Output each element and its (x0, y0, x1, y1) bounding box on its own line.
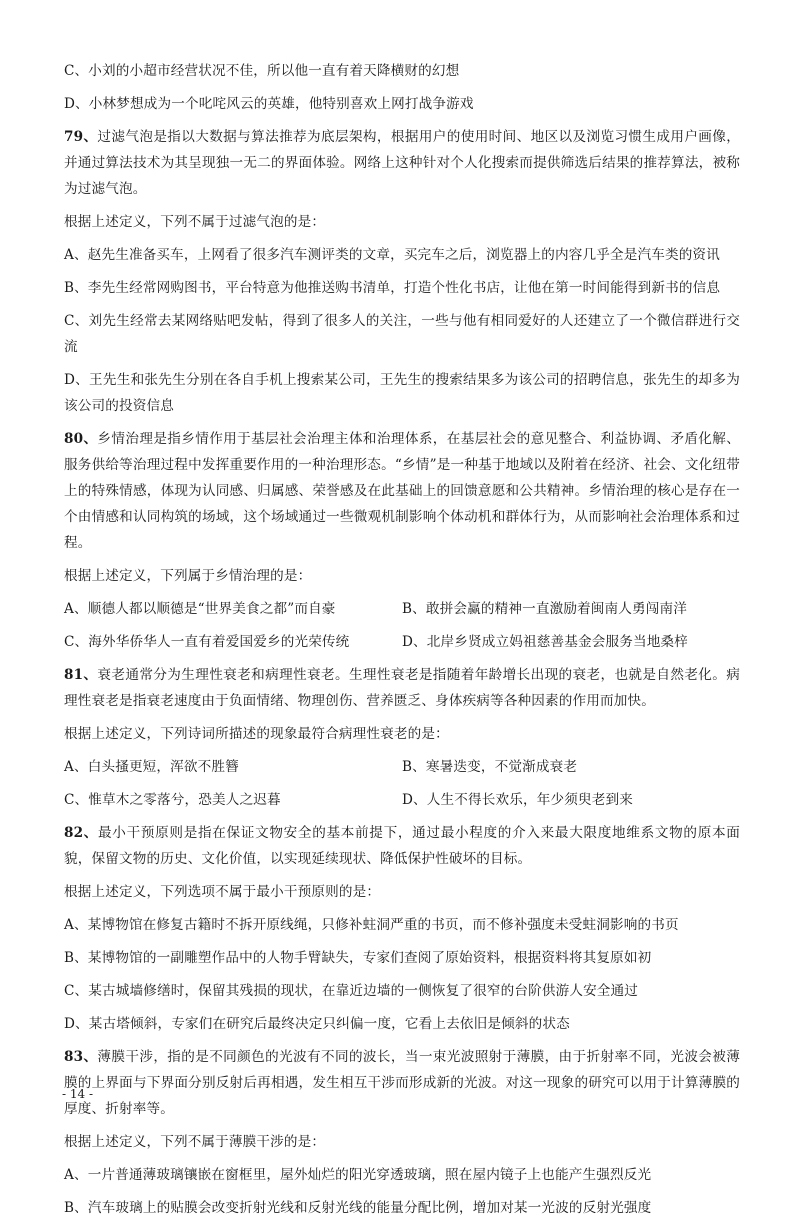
option-d: D、王先生和张先生分别在各自手机上搜索某公司，王先生的搜索结果多为该公司的招聘信息，张先生的却多为该公司的投资信息 (64, 372, 740, 414)
question-number: 79、 (64, 129, 98, 145)
option-c: C、小刘的小超市经营状况不佳，所以他一直有着天降横财的幻想 (64, 63, 460, 79)
question-83-definition: 83、薄膜干涉，指的是不同颜色的光波有不同的波长，当一束光波照射于薄膜，由于折射率不同，光波会被薄膜的上界面与下界面分别反射后再相遇，发生相互干涉而形成新的光波。对这一现象的研究可以用于计算薄膜的厚度、折射率等。 (64, 1049, 740, 1117)
option-a: A、某博物馆在修复古籍时不拆开原线绳，只修补蛀洞严重的书页，而不修补强度未受蛀洞影响的书页 (64, 917, 679, 933)
option-a: A、赵先生准备买车，上网看了很多汽车测评类的文章，买完车之后，浏览器上的内容几乎全是汽车类的资讯 (64, 247, 720, 263)
option-row (64, 754, 740, 780)
option-d: D、人生不得长欢乐，年少须臾老到来 (402, 792, 633, 808)
question-number: 82、 (64, 825, 99, 841)
option-b: B、某博物馆的一副雕塑作品中的人物手臂缺失，专家们查阅了原始资料，根据资料将其复原如初 (64, 950, 652, 966)
option-row (64, 629, 740, 655)
question-79-definition: 79、过滤气泡是指以大数据与算法推荐为底层架构，根据用户的使用时间、地区以及浏览习惯生成用户画像，并通过算法技术为其呈现独一无二的界面体验。网络上这种针对个人化搜索而提供筛选后结果的推荐算法，被称为过滤气泡。 (64, 129, 740, 197)
question-82-prompt: 根据上述定义，下列选项不属于最小干预原则的是： (64, 884, 381, 900)
option-row (64, 787, 740, 813)
question-81-definition: 81、衰老通常分为生理性衰老和病理性衰老。生理性衰老是指随着年龄增长出现的衰老，也就是自然老化。病理性衰老是指衰老速度由于负面情绪、物理创伤、营养匮乏、身体疾病等各种因素的作用而加快。 (64, 667, 740, 709)
option-c: C、刘先生经常去某网络贴吧发帖，得到了很多人的关注，一些与他有相同爱好的人还建立了一个微信群进行交流 (64, 313, 740, 355)
page-number: - 14 - (62, 1087, 94, 1101)
question-number: 80、 (64, 431, 98, 447)
option-b: B、敢拼会赢的精神一直激励着闽南人勇闯南洋 (402, 601, 688, 617)
option-c: C、海外华侨华人一直有着爱国爱乡的光荣传统 (64, 634, 350, 650)
question-82-definition: 82、最小干预原则是指在保证文物安全的基本前提下，通过最小程度的介入来最大限度地维系文物的原本面貌，保留文物的历史、文化价值，以实现延续现状、降低保护性破坏的目标。 (64, 825, 740, 867)
question-79-prompt: 根据上述定义，下列不属于过滤气泡的是： (64, 214, 326, 230)
question-83-prompt: 根据上述定义，下列不属于薄膜干涉的是： (64, 1134, 326, 1150)
option-c: C、惟草木之零落兮，恐美人之迟暮 (64, 792, 281, 808)
option-row (64, 596, 740, 622)
option-a: A、一片普通薄玻璃镶嵌在窗框里，屋外灿烂的阳光穿透玻璃，照在屋内镜子上也能产生强烈反光 (64, 1167, 652, 1183)
question-81-prompt: 根据上述定义，下列诗词所描述的现象最符合病理性衰老的是： (64, 726, 449, 742)
option-c: C、某古城墙修缮时，保留其残损的现状，在靠近边墙的一侧恢复了很窄的台阶供游人安全通过 (64, 983, 639, 999)
question-number: 83、 (64, 1049, 98, 1065)
question-80-definition: 80、乡情治理是指乡情作用于基层社会治理主体和治理体系，在基层社会的意见整合、利益协调、矛盾化解、服务供给等治理过程中发挥重要作用的一种治理形态。“乡情”是一种基于地域以及附着在经济、社会、文化纽带上的特殊情感，体现为认同感、归属感、荣誉感及在此基础上的回馈意愿和公共精神。乡情治理的核心是存在一个由情感和认同构筑的场域，这个场域通过一些微观机制影响个体动机和群体行为，从而影响社会治理体系和过程。 (64, 431, 740, 551)
question-number: 81、 (64, 667, 98, 683)
option-b: B、李先生经常网购图书，平台特意为他推送购书清单，打造个性化书店，让他在第一时间能得到新书的信息 (64, 280, 721, 296)
option-b: B、寒暑迭变，不觉渐成衰老 (402, 759, 578, 775)
page-content (64, 58, 740, 1228)
option-b: B、汽车玻璃上的贴膜会改变折射光线和反射光线的能量分配比例，增加对某一光波的反射光强度 (64, 1200, 652, 1216)
option-a: A、顺德人都以顺德是“世界美食之都”而自豪 (64, 601, 336, 617)
question-80-prompt: 根据上述定义，下列属于乡情治理的是： (64, 568, 312, 584)
option-d: D、某古塔倾斜，专家们在研究后最终决定只纠偏一度，它看上去依旧是倾斜的状态 (64, 1016, 570, 1032)
option-d: D、小林梦想成为一个叱咤风云的英雄，他特别喜欢上网打战争游戏 (64, 96, 474, 112)
option-d: D、北岸乡贤成立妈祖慈善基金会服务当地桑梓 (402, 634, 688, 650)
option-a: A、白头搔更短，浑欲不胜簪 (64, 759, 239, 775)
